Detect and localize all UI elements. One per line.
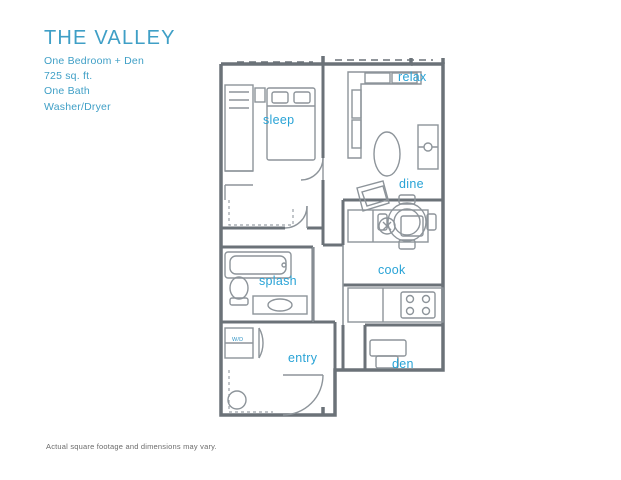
plan-baths: One Bath	[44, 85, 90, 98]
floorplan-drawing	[215, 40, 490, 425]
room-label-dine: dine	[399, 177, 424, 191]
page-title: THE VALLEY	[44, 27, 176, 49]
plan-laundry: Washer/Dryer	[44, 100, 111, 113]
washer-dryer-label: W/D	[232, 337, 244, 343]
disclaimer-text: Actual square footage and dimensions may vary.	[46, 442, 217, 451]
room-label-relax: relax	[398, 70, 427, 84]
title-block	[44, 28, 176, 115]
room-label-sleep: sleep	[263, 113, 295, 127]
plan-area: 725 sq. ft.	[44, 70, 93, 83]
room-label-entry: entry	[288, 351, 318, 365]
room-label-den: den	[392, 357, 414, 371]
plan-type: One Bedroom + Den	[44, 55, 144, 67]
room-label-cook: cook	[378, 263, 406, 277]
room-label-splash: splash	[259, 274, 297, 288]
